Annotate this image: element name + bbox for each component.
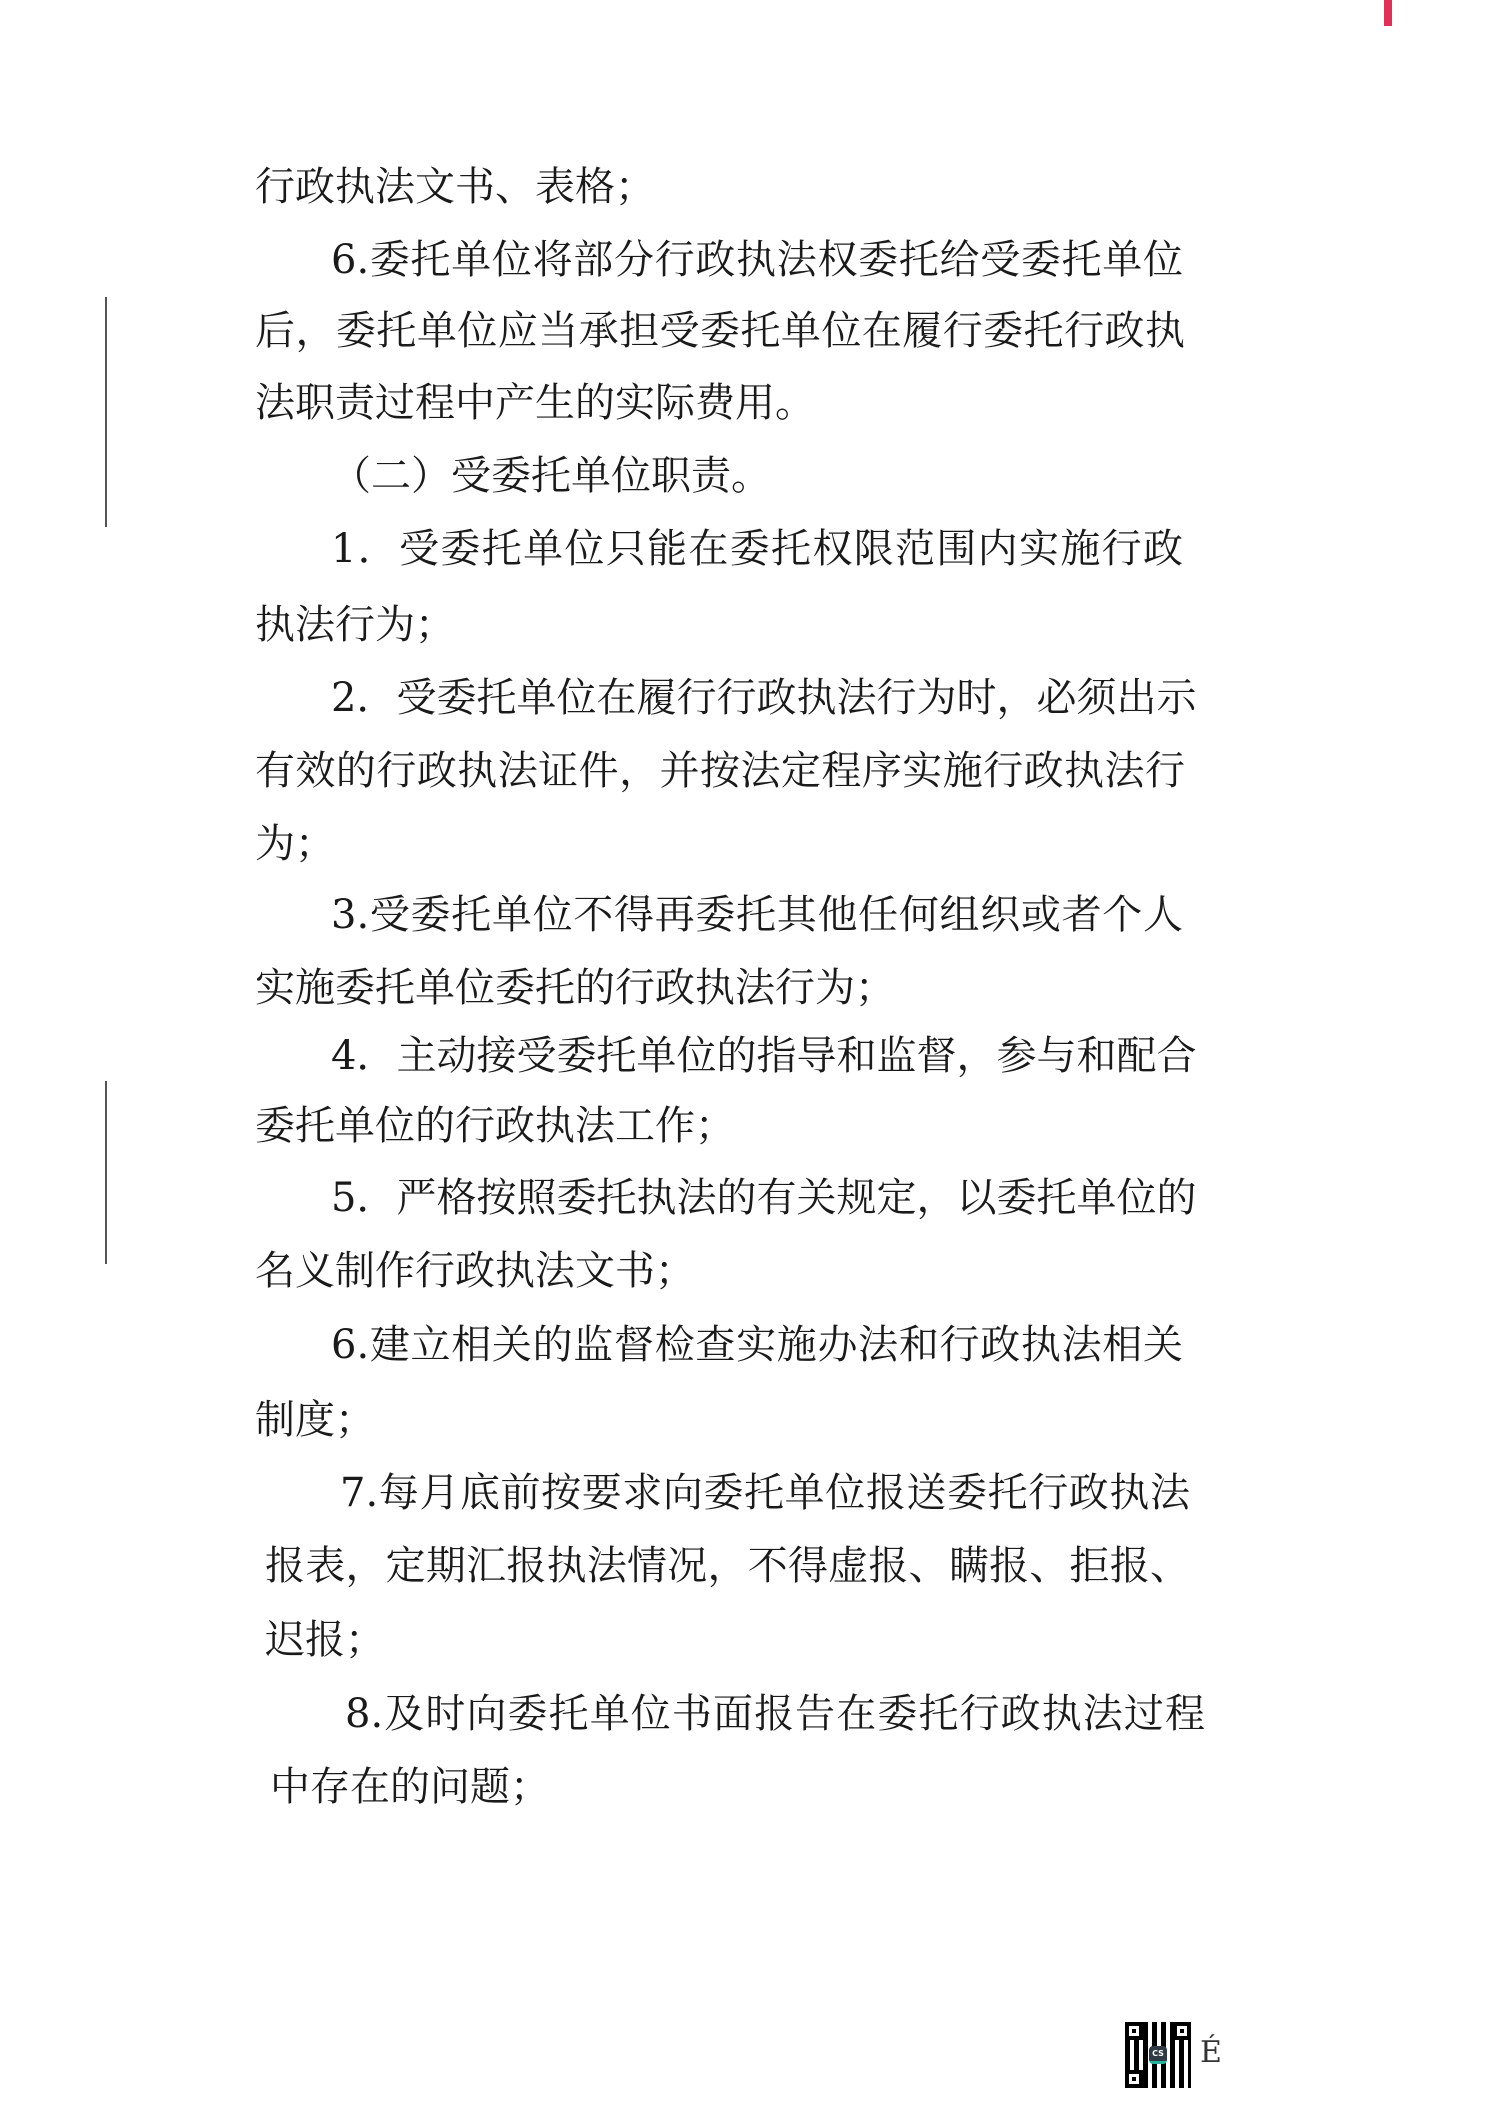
section-heading: （二）受委托单位职责。 <box>331 453 771 499</box>
text-line: 3.受委托单位不得再委托其他任何组织或者个人 <box>331 892 1183 938</box>
text-line: 6.建立相关的监督检查实施办法和行政执法相关 <box>331 1322 1183 1368</box>
corner-mark: É <box>1200 2035 1222 2070</box>
text-line: 5．严格按照委托执法的有关规定，以委托单位的 <box>331 1175 1197 1221</box>
text-line: 为； <box>255 821 335 867</box>
text-line: 6.委托单位将部分行政执法权委托给受委托单位 <box>331 237 1183 283</box>
text-line: 委托单位的行政执法工作； <box>255 1103 735 1149</box>
text-line: 行政执法文书、表格； <box>255 164 655 210</box>
qr-code <box>1125 2022 1191 2088</box>
text-line: 法职责过程中产生的实际费用。 <box>255 380 815 426</box>
text-line: 1．受委托单位只能在委托权限范围内实施行政 <box>331 526 1183 572</box>
text-line: 名义制作行政执法文书； <box>255 1248 695 1294</box>
red-scan-mark <box>1384 0 1392 26</box>
scan-edge-line <box>105 1081 107 1264</box>
text-line: 后，委托单位应当承担受委托单位在履行委托行政执 <box>255 308 1185 354</box>
text-line: 报表，定期汇报执法情况，不得虚报、瞒报、拒报、 <box>265 1543 1190 1589</box>
text-line: 2．受委托单位在履行行政执法行为时，必须出示 <box>331 675 1197 721</box>
scan-edge-line <box>105 297 107 527</box>
text-line: 8.及时向委托单位书面报告在委托行政执法过程 <box>345 1691 1205 1737</box>
text-line: 4．主动接受委托单位的指导和监督，参与和配合 <box>331 1033 1197 1079</box>
text-line: 迟报； <box>265 1617 385 1663</box>
text-line: 中存在的问题； <box>270 1764 550 1810</box>
text-line: 执法行为； <box>255 602 455 648</box>
text-line: 7.每月底前按要求向委托单位报送委托行政执法 <box>340 1470 1190 1516</box>
text-line: 实施委托单位委托的行政执法行为； <box>255 965 895 1011</box>
text-line: 制度； <box>255 1397 375 1443</box>
text-line: 有效的行政执法证件，并按法定程序实施行政执法行 <box>255 748 1185 794</box>
camscanner-logo-icon: CS <box>1149 2046 1167 2064</box>
